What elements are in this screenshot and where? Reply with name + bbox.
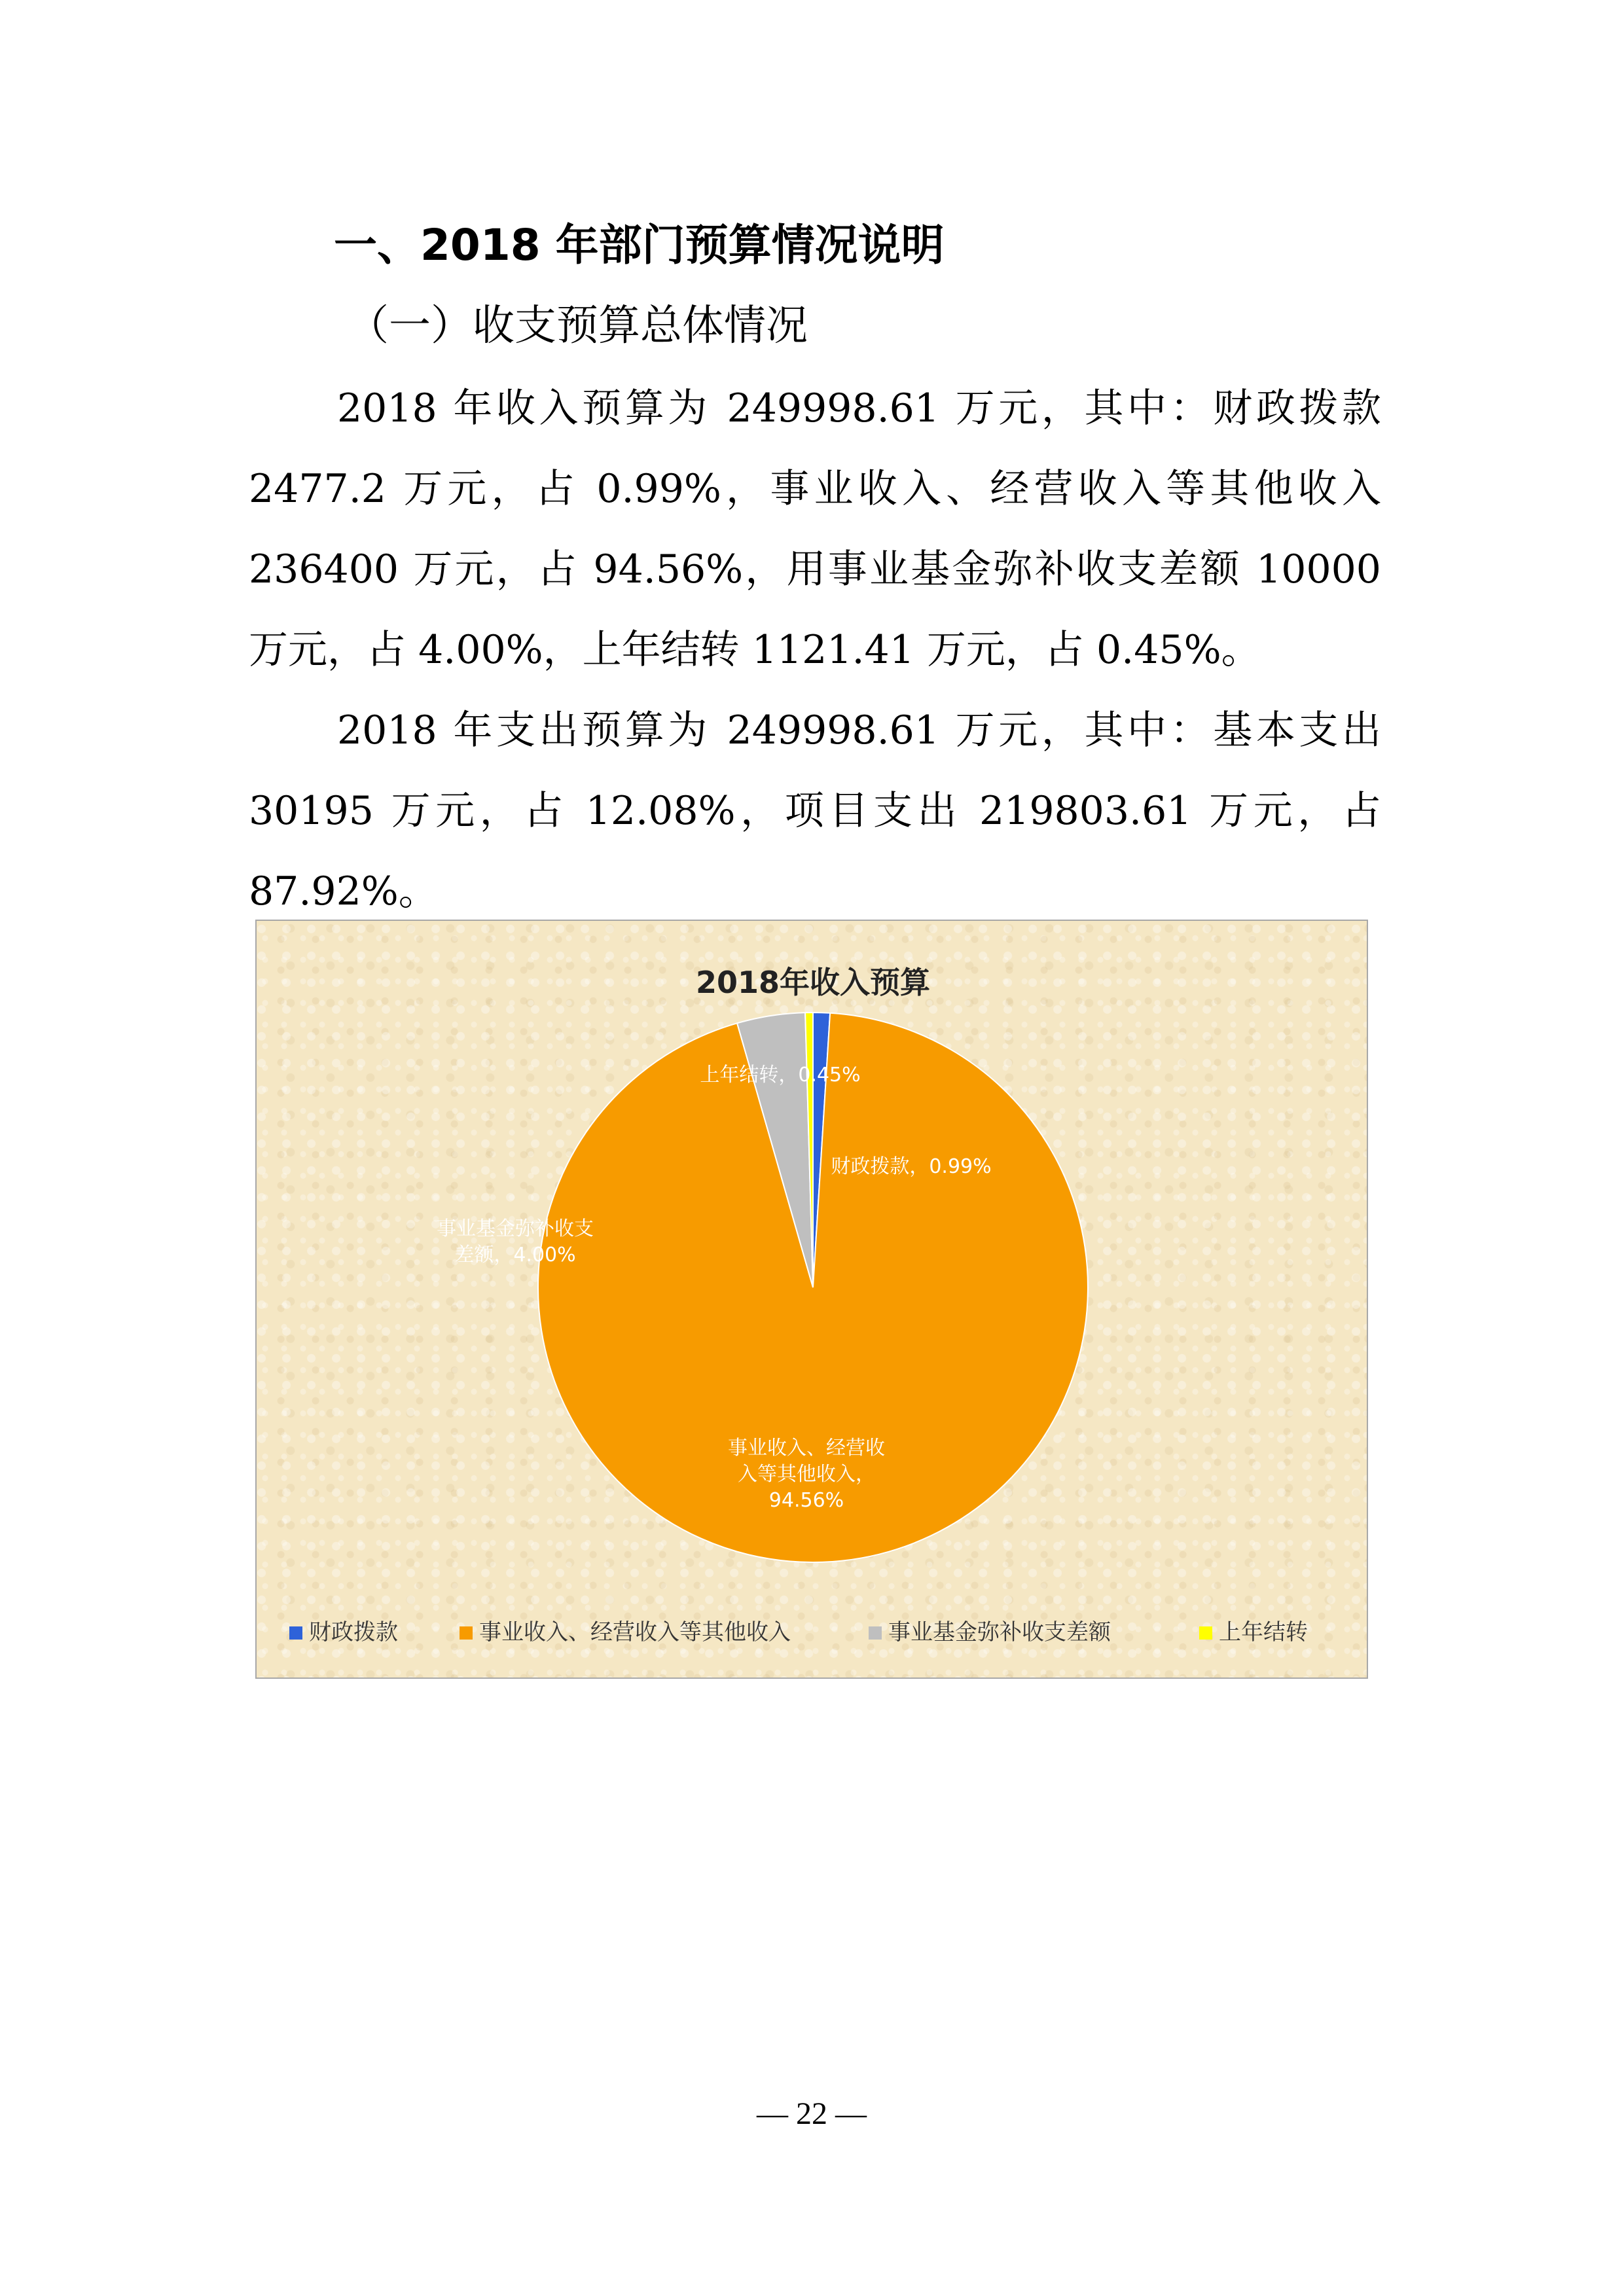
legend-label-fund-make-up: 事业基金弥补收支差额: [888, 1619, 1111, 1645]
legend-swatch-fiscal-appropriation: [289, 1626, 302, 1640]
legend-label-business-income: 事业收入、经营收入等其他收入: [479, 1619, 791, 1645]
legend-swatch-prior-year-carryover: [1199, 1626, 1212, 1640]
section-heading: 一、2018 年部门预算情况说明: [334, 220, 945, 270]
legend-label-fiscal-appropriation: 财政拨款: [309, 1619, 398, 1645]
income-pie-chart: [255, 920, 1368, 1679]
expense-paragraph: 2018 年支出预算为 249998.61 万元，其中：基本支出 30195 万元，占 12.08%，项目支出 219803.61 万元，占 87.92%。: [249, 708, 1381, 914]
legend-swatch-fund-make-up: [869, 1626, 882, 1640]
data-label-fund-make-up: 事业基金弥补收支差额，4.00%: [437, 1217, 594, 1266]
chart-title: 2018年收入预算: [695, 965, 931, 1000]
income-paragraph: 2018 年收入预算为 249998.61 万元，其中：财政拨款 2477.2 万元，占 0.99%，事业收入、经营收入等其他收入 236400 万元，占 94.56%，用事业基金弥补收支差额 10000 万元，占 4.00%，上年结转 1121.41 万元，占 0.45%。: [249, 386, 1381, 673]
data-label-fiscal-appropriation: 财政拨款，0.99%: [831, 1155, 992, 1178]
page-number: — 22 —: [757, 2096, 867, 2131]
legend-label-prior-year-carryover: 上年结转: [1219, 1619, 1308, 1645]
pie-chart-canvas: [257, 921, 1369, 1680]
data-label-prior-year-carryover: 上年结转，0.45%: [700, 1064, 861, 1086]
legend-swatch-business-income: [460, 1626, 473, 1640]
subsection-heading: （一）收支预算总体情况: [347, 302, 808, 350]
data-label-business-income: 事业收入、经营收入等其他收入， 94.56%: [728, 1437, 885, 1512]
